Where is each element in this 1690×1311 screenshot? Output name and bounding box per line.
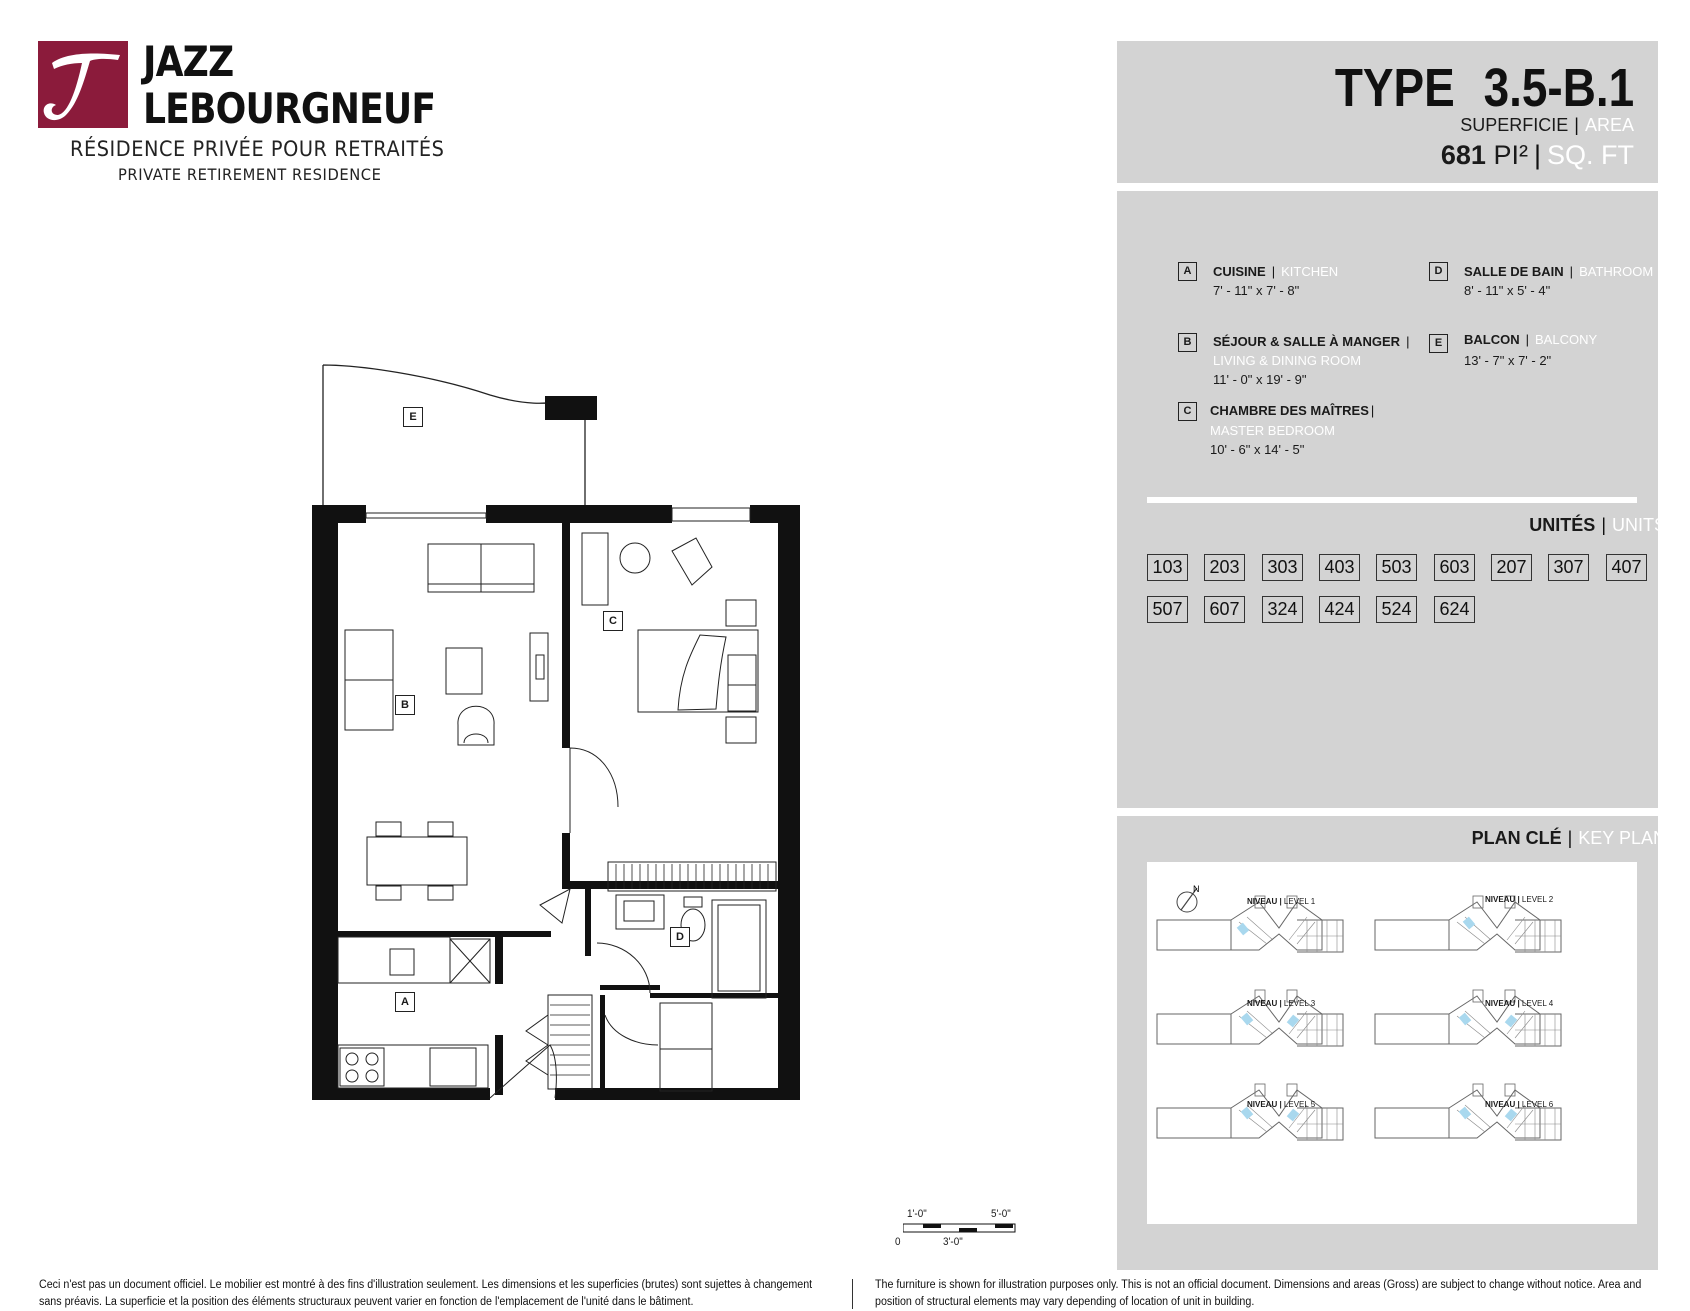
- brand-name-line1: JAZZ: [143, 37, 234, 86]
- dryer: [660, 1049, 712, 1091]
- unit-number: 103: [1147, 554, 1188, 581]
- bedroom-chair: [672, 538, 712, 585]
- room-name: CHAMBRE DES MAÎTRES |: [1210, 403, 1375, 418]
- balcony-outline: [323, 365, 585, 505]
- bed: [638, 630, 758, 712]
- unit-number: 303: [1262, 554, 1303, 581]
- room-dimensions: 8' - 11" x 5' - 4": [1464, 283, 1551, 298]
- scale-bar: [895, 1208, 1025, 1248]
- linen-door-left: [526, 1015, 548, 1075]
- floor-plan-svg: [300, 355, 820, 1105]
- key-plan-svg: [1147, 862, 1637, 1224]
- lounge-chair: [458, 706, 494, 745]
- brand-tagline-en: PRIVATE RETIREMENT RESIDENCE: [118, 165, 382, 184]
- tv-unit: [530, 633, 548, 701]
- unit-number: 307: [1548, 554, 1589, 581]
- room-name-en: BALCONY: [1535, 332, 1598, 347]
- plan-label-d: D: [670, 927, 690, 947]
- area-unit-en: SQ. FT: [1547, 140, 1634, 170]
- footer-divider: [852, 1279, 853, 1309]
- unit-type-title: [1335, 57, 1634, 119]
- brand-tagline-fr: RÉSIDENCE PRIVÉE POUR RETRAITÉS: [70, 137, 445, 161]
- key-plan-level-label: NIVEAU | LEVEL 4: [1485, 999, 1554, 1008]
- units-title: UNITÉS | UNITS: [1529, 515, 1666, 535]
- jazz-logo-mark-icon: [38, 41, 128, 128]
- room-letter-badge: E: [1429, 334, 1448, 353]
- room-letter-badge: A: [1178, 262, 1197, 281]
- unit-type-code: 3.5-B.1: [1483, 58, 1634, 118]
- room-name-fr: SALLE DE BAIN: [1464, 264, 1564, 279]
- area-value: 681: [1440, 140, 1486, 170]
- room-name-en: LIVING & DINING ROOM: [1213, 353, 1362, 368]
- key-plan-level-6: [1375, 1084, 1561, 1140]
- dining-table: [367, 837, 467, 885]
- scale-label-bottom-mid: 3'-0": [943, 1236, 963, 1248]
- scale-label-top-right: 5'-0": [991, 1208, 1011, 1220]
- plan-label-b: B: [395, 695, 415, 715]
- area-label-en: AREA: [1584, 115, 1634, 135]
- room-letter-badge: B: [1178, 333, 1197, 352]
- disclaimer-en: The furniture is shown for illustration purposes only. This is not an official document. Dimensions and areas (Gross) are subject to change without notice. Area and position of structural elements may vary depending of location of unit in building.: [875, 1279, 1642, 1308]
- unit-number: 503: [1376, 554, 1417, 581]
- side-table: [620, 543, 650, 573]
- key-plan-level-2: [1375, 896, 1561, 952]
- scale-label-bottom-left: 0: [895, 1236, 901, 1248]
- room-name: SÉJOUR & SALLE À MANGER |: [1213, 334, 1410, 349]
- area-label: [1460, 115, 1634, 136]
- room-name-en: BATHROOM: [1579, 264, 1654, 279]
- room-name-fr: CUISINE: [1213, 264, 1266, 279]
- balcony-post: [545, 396, 597, 420]
- key-plan-level-label: NIVEAU | LEVEL 6: [1485, 1100, 1554, 1109]
- room-legend-e: [1429, 330, 1659, 370]
- unit-number: 524: [1376, 596, 1417, 623]
- coffee-table: [446, 648, 482, 694]
- north-arrow-icon: [1177, 884, 1200, 912]
- room-name: BALCON | BALCONY: [1464, 332, 1598, 347]
- panel-divider: [1147, 497, 1637, 503]
- unit-number: 203: [1204, 554, 1245, 581]
- room-name-en: KITCHEN: [1281, 264, 1339, 279]
- room-dimensions: 13' - 7" x 7' - 2": [1464, 353, 1552, 368]
- room-dimensions: 10' - 6" x 14' - 5": [1210, 442, 1305, 457]
- units-title-fr: UNITÉS: [1529, 515, 1596, 535]
- room-name-fr: SÉJOUR & SALLE À MANGER: [1213, 334, 1401, 349]
- key-plan-title-fr: PLAN CLÉ: [1471, 828, 1562, 848]
- svg-text:N: N: [1193, 884, 1200, 894]
- unit-number: 603: [1434, 554, 1475, 581]
- scale-bar-graphic: [903, 1223, 1033, 1235]
- disclaimer-fr: Ceci n'est pas un document officiel. Le mobilier est montré à des fins d'illustration seulement. Les dimensions et les superficies (brutes) sont sujettes à changement sans préavis. La superficie et la position des éléments structuraux peuvent varier en fonction de l'emplacement de l'unité dans le bâtiment.: [39, 1279, 813, 1308]
- key-plan-level-label: NIVEAU | LEVEL 3: [1247, 999, 1316, 1008]
- room-dimensions: 11' - 0" x 19' - 9": [1213, 372, 1307, 387]
- room-name-fr: BALCON: [1464, 332, 1520, 347]
- room-name: CUISINE | KITCHEN: [1213, 264, 1339, 279]
- key-plan-level-label: NIVEAU | LEVEL 5: [1247, 1100, 1316, 1109]
- washer: [660, 1003, 712, 1049]
- wardrobe: [582, 533, 608, 605]
- brand-name: [143, 38, 435, 132]
- bath-vanity: [616, 895, 664, 929]
- room-name: SALLE DE BAIN | BATHROOM: [1464, 264, 1654, 279]
- room-legend-b: [1178, 332, 1418, 392]
- unit-type-label: TYPE: [1334, 58, 1455, 118]
- plan-label-e: E: [403, 407, 423, 427]
- room-name-fr: CHAMBRE DES MAÎTRES: [1210, 403, 1369, 418]
- plan-label-c: C: [603, 611, 623, 631]
- unit-number: 407: [1606, 554, 1647, 581]
- unit-number: 424: [1319, 596, 1360, 623]
- scale-label-top-left: 1'-0": [907, 1208, 927, 1220]
- floor-plan: [300, 355, 820, 1105]
- bedroom-door-swing: [570, 748, 618, 833]
- room-name-en: MASTER BEDROOM: [1210, 423, 1335, 438]
- unit-number: 624: [1434, 596, 1475, 623]
- area-value-row: [1441, 140, 1634, 171]
- room-dimensions: 7' - 11" x 7' - 8": [1213, 283, 1300, 298]
- key-plan-level-label: NIVEAU | LEVEL 2: [1485, 895, 1554, 904]
- unit-number: 507: [1147, 596, 1188, 623]
- laundry-door-swing: [605, 1015, 658, 1045]
- room-letter-badge: C: [1178, 402, 1197, 421]
- plan-label-a: A: [395, 992, 415, 1012]
- area-unit-fr: PI²: [1493, 140, 1528, 170]
- brand-logo: [38, 38, 448, 186]
- key-plan-title-en: KEY PLAN: [1578, 828, 1666, 848]
- room-legend-c: [1178, 401, 1418, 461]
- room-legend-d: [1429, 262, 1659, 302]
- unit-number: 324: [1262, 596, 1303, 623]
- room-letter-badge: D: [1429, 262, 1448, 281]
- key-plan-drawing: [1147, 862, 1637, 1224]
- closet-door-left: [540, 889, 570, 923]
- area-unit-separator: |: [1533, 140, 1541, 170]
- room-legend-a: [1178, 262, 1418, 302]
- key-plan-level-label: NIVEAU | LEVEL 1: [1247, 897, 1316, 906]
- units-title-en: UNITS: [1612, 515, 1666, 535]
- bathtub: [712, 900, 766, 998]
- area-separator: |: [1574, 115, 1579, 135]
- key-plan-title: PLAN CLÉ | KEY PLAN: [1471, 828, 1666, 848]
- area-label-fr: SUPERFICIE: [1460, 115, 1569, 135]
- brand-name-line2: LEBOURGNEUF: [143, 84, 436, 133]
- unit-type-panel: [1117, 41, 1658, 183]
- kitchen-counter-bottom: [338, 1045, 488, 1088]
- key-plan-level-5: [1157, 1084, 1343, 1140]
- unit-number: 607: [1204, 596, 1245, 623]
- unit-number: 207: [1491, 554, 1532, 581]
- unit-number: 403: [1319, 554, 1360, 581]
- kitchen-counter-top: [338, 937, 450, 983]
